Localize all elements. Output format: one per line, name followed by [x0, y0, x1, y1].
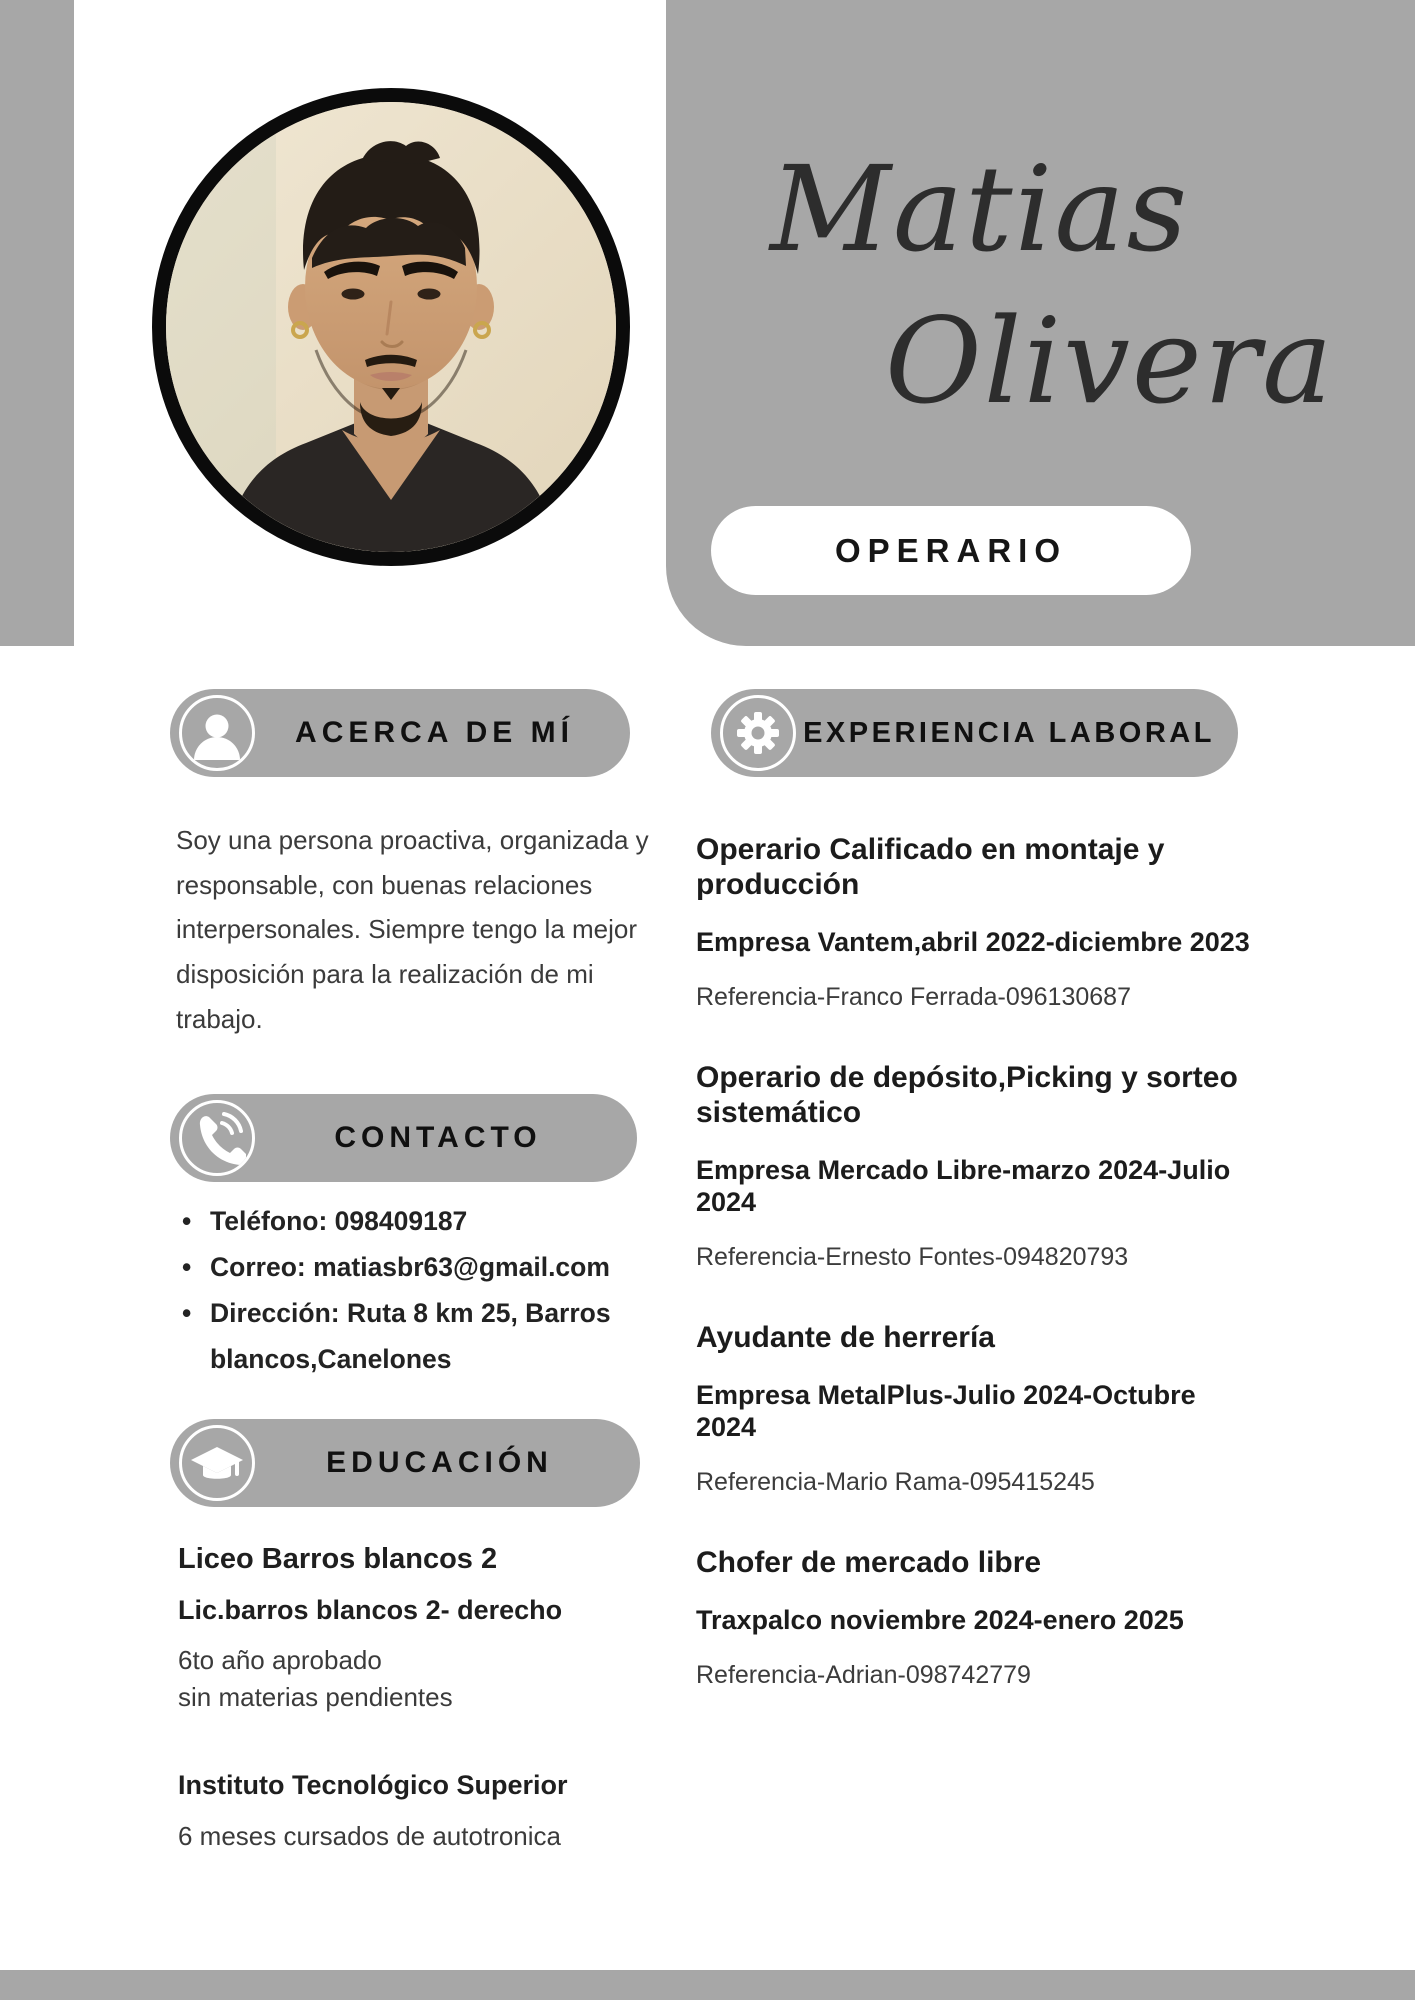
graduation-cap-icon: [179, 1425, 255, 1501]
job-reference: Referencia-Franco Ferrada-096130687: [696, 983, 1131, 1011]
job-entry: [696, 1545, 1262, 1690]
phone-icon: [179, 1100, 255, 1176]
profile-photo: [152, 88, 630, 566]
contact-value: Ruta 8 km 25, Barros blancos,Canelones: [210, 1298, 611, 1375]
first-name: Matias: [770, 140, 1190, 278]
job-company-dates: Traxpalco noviembre 2024-enero 2025: [696, 1605, 1184, 1635]
experience-list: [696, 832, 1262, 1738]
education-school: Liceo Barros blancos 2: [178, 1543, 498, 1575]
person-icon: [179, 695, 255, 771]
job-title: Ayudante de herrería: [696, 1321, 995, 1354]
job-reference: Referencia-Mario Rama-095415245: [696, 1468, 1095, 1496]
education-detail: sin materias pendientes: [178, 1682, 453, 1712]
last-name: Olivera: [885, 292, 1335, 430]
section-title-experience: EXPERIENCIA LABORAL: [803, 716, 1215, 749]
education-detail: 6to año aprobado: [178, 1645, 382, 1675]
bottom-accent-bar: [0, 1970, 1415, 2000]
role-badge: OPERARIO: [711, 506, 1191, 595]
job-company-dates: Empresa Vantem,abril 2022-diciembre 2023: [696, 927, 1250, 957]
job-reference: Referencia-Ernesto Fontes-094820793: [696, 1243, 1129, 1271]
section-header-contact: [170, 1094, 637, 1182]
portrait-illustration: [166, 102, 616, 552]
job-reference: Referencia-Adrian-098742779: [696, 1661, 1031, 1689]
section-header-about: [170, 689, 630, 777]
section-header-experience: [711, 689, 1238, 777]
section-title-about: ACERCA DE MÍ: [295, 716, 574, 749]
gear-icon: [720, 695, 796, 771]
contact-item-address: [182, 1290, 652, 1382]
job-entry: [696, 1320, 1262, 1497]
education-program: Lic.barros blancos 2- derecho: [178, 1595, 563, 1625]
education-detail: 6 meses cursados de autotronica: [178, 1821, 561, 1851]
education-block: [178, 1540, 658, 1855]
contact-list: [182, 1198, 652, 1382]
job-entry: [696, 1060, 1262, 1272]
contact-value: 098409187: [334, 1206, 468, 1236]
job-title: Operario de depósito,Picking y sorteo sistemático: [696, 1061, 1238, 1129]
education-school: Instituto Tecnológico Superior: [178, 1770, 568, 1800]
section-header-education: [170, 1419, 640, 1507]
contact-label: Correo:: [210, 1252, 306, 1283]
job-entry: [696, 832, 1262, 1012]
contact-value: matiasbr63@gmail.com: [313, 1252, 610, 1283]
job-title: Operario Calificado en montaje y producción: [696, 833, 1165, 901]
section-title-education: EDUCACIÓN: [326, 1446, 553, 1479]
section-title-contact: CONTACTO: [334, 1121, 542, 1154]
contact-label: Teléfono:: [210, 1206, 328, 1236]
job-title: Chofer de mercado libre: [696, 1546, 1042, 1579]
about-paragraph: Soy una persona proactiva, organizada y responsable, con buenas relaciones interpersonales. Siempre tengo la mejor disposición para la realización de mi trabajo.: [176, 825, 649, 1034]
contact-item-phone: [182, 1198, 652, 1244]
contact-item-email: [182, 1244, 652, 1290]
job-company-dates: Empresa MetalPlus-Julio 2024-Octubre 2024: [696, 1380, 1196, 1442]
job-company-dates: Empresa Mercado Libre-marzo 2024-Julio 2024: [696, 1155, 1231, 1217]
left-accent-bar: [0, 0, 74, 646]
contact-label: Dirección:: [210, 1298, 340, 1329]
